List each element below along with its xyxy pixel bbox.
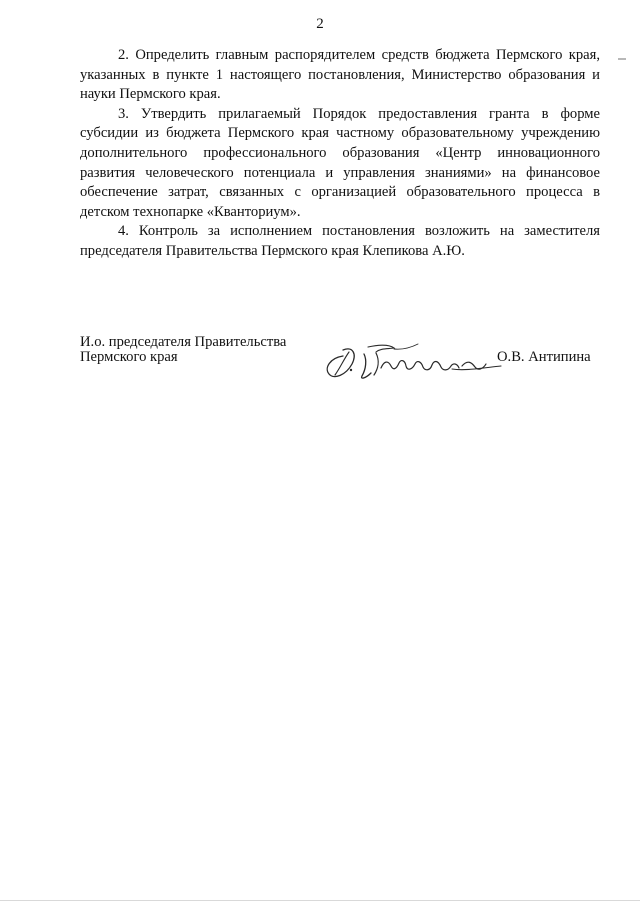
document-body (80, 46, 600, 262)
paragraph-item-4: 4. Контроль за исполнением постановления возложить на заместителя председателя Правительства Пермского края Клепикова А.Ю. (80, 223, 600, 259)
signer-name: О.В. Антипина (497, 349, 591, 365)
signer-title-line-1: И.о. председателя Правительства (80, 334, 287, 350)
margin-mark (618, 58, 626, 60)
paragraph-item-2: 2. Определить главным распорядителем средств бюджета Пермского края, указанных в пункте 1 настоящего постановления, Министерство образования и науки Пермского края. (80, 47, 600, 103)
page-number: 2 (316, 16, 324, 32)
handwritten-signature (320, 336, 502, 386)
signer-title-block (80, 335, 286, 364)
signer-title-line-2: Пермского края (80, 348, 178, 365)
bottom-edge-line (0, 900, 640, 901)
paragraph-item-3: 3. Утвердить прилагаемый Порядок предоставления гранта в форме субсидии из бюджета Пермского края частному образовательному учреждению дополнительного профессионального образования «Центр инновационного развития человеческого потенциала и управления знаниями» на финансовое обеспечение затрат, связанных с организацией образовательного процесса в детском технопарке «Кванториум». (80, 105, 600, 220)
